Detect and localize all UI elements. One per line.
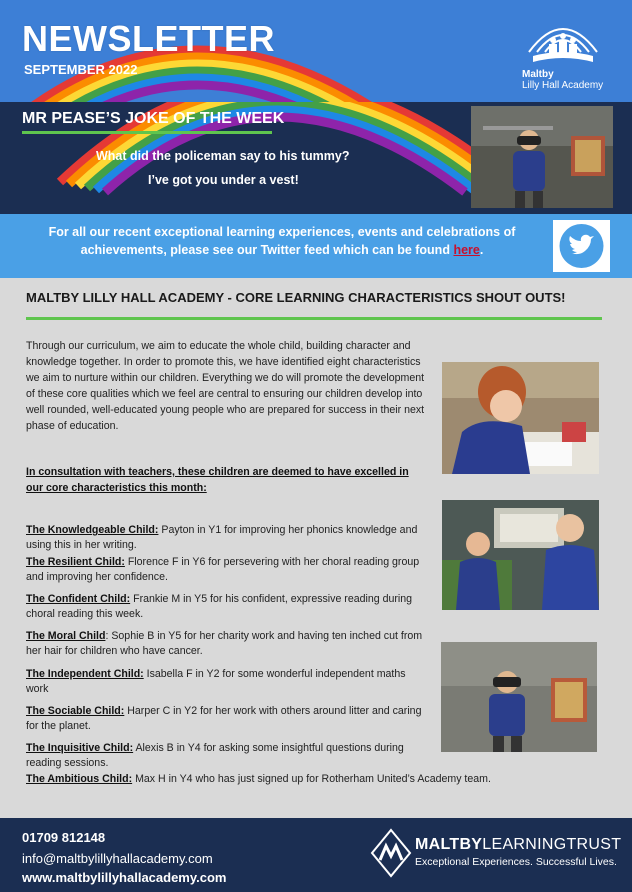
achievement-label: The Knowledgeable Child: [26, 524, 159, 536]
achievement-item [26, 555, 426, 585]
newsletter-title: NEWSLETTER [22, 18, 275, 59]
section-title: MALTBY LILLY HALL ACADEMY - CORE LEARNING CHARACTERISTICS SHOUT OUTS! [26, 290, 566, 305]
twitter-band [0, 214, 632, 278]
academy-logo-name: Maltby [522, 69, 554, 80]
achievement-item [26, 741, 426, 771]
footer-website[interactable]: www.maltbylillyhallacademy.com [22, 870, 227, 885]
achievement-label: The Inquisitive Child: [26, 742, 134, 754]
achievement-item [26, 592, 426, 622]
achievement-text: Florence F in Y6 for persevering with her choral reading group and improving her confidence. [26, 556, 420, 583]
joke-question: What did the policeman say to his tummy? [96, 149, 350, 163]
achievement-label: The Ambitious Child: [26, 773, 133, 785]
footer-email[interactable]: info@maltbylillyhallacademy.com [22, 851, 213, 866]
photo-child-writing [442, 362, 599, 474]
twitter-message [22, 223, 542, 259]
joke-title: MR PEASE’S JOKE OF THE WEEK [22, 110, 285, 127]
photo-child-binoculars-2 [441, 642, 597, 752]
achievement-label: The Sociable Child: [26, 705, 125, 717]
footer-phone[interactable]: 01709 812148 [22, 830, 106, 845]
achievement-text: Payton in Y1 for improving her phonics knowledge and using this in her writing. [26, 524, 418, 551]
trust-name-rest: LEARNINGTRUST [482, 836, 622, 853]
joke-answer: I’ve got you under a vest! [148, 173, 299, 187]
achievement-item [26, 704, 426, 734]
section-underline [26, 317, 602, 320]
twitter-message-end: . [479, 243, 484, 257]
achievement-label: The Moral Child [26, 630, 106, 642]
achievement-text: Frankie M in Y5 for his confident, expressive reading during choral reading this week. [26, 593, 413, 620]
newsletter-date: SEPTEMBER 2022 [24, 62, 138, 77]
intro-paragraph: Through our curriculum, we aim to educate the whole child, building character and knowledge together. In order to promote this, we have identified eight characteristics we aim to nurture within our children. Everything we do will promote the development of these core qualities which we feel are central to ensuring our children develop into well rounded, well-educated young people who are prepared for success in their next phase of education. [26, 340, 425, 432]
consultation-statement: In consultation with teachers, these children are deemed to have excelled in our core characteristics this month: [26, 466, 409, 494]
achievement-text: Max H in Y4 who has just signed up for Rotherham United’s Academy team. [132, 773, 491, 785]
achievement-text: Harper C in Y2 for her work with others around litter and caring for the planet. [26, 705, 422, 732]
trust-name [415, 836, 621, 854]
achievement-label: The Independent Child: [26, 668, 144, 680]
achievement-label: The Resilient Child: [26, 556, 125, 568]
achievement-text: Isabella F in Y2 for some wonderful independent maths work [26, 668, 406, 695]
trust-name-bold: MALTBY [415, 836, 483, 853]
achievement-text: Alexis B in Y4 for asking some insightful questions during reading sessions. [26, 742, 404, 769]
achievement-item [26, 667, 426, 697]
twitter-message-text: For all our recent exceptional learning experiences, events and celebrations of achievements, please see our Twitter feed which can be found [48, 225, 516, 257]
photo-child-binoculars [471, 106, 613, 208]
achievement-item [26, 629, 436, 659]
joke-underline [22, 131, 272, 134]
newsletter-footer [0, 818, 632, 892]
achievement-item [26, 523, 426, 553]
trust-tagline: Exceptional Experiences. Successful Lives. [415, 856, 617, 868]
photo-children-playing [442, 500, 599, 610]
achievement-label: The Confident Child: [26, 593, 131, 605]
achievement-text: : Sophie B in Y5 for her charity work and having ten inched cut from her hair for children who have cancer. [26, 630, 423, 657]
twitter-badge[interactable] [553, 220, 610, 272]
trust-logo-icon [370, 828, 412, 878]
achievement-item [26, 772, 616, 787]
newsletter-header [0, 0, 632, 102]
twitter-bird-icon [553, 220, 610, 272]
twitter-here-link[interactable]: here [453, 243, 480, 257]
academy-logo-icon [515, 12, 611, 72]
academy-logo-subname: Lilly Hall Academy [522, 80, 604, 91]
